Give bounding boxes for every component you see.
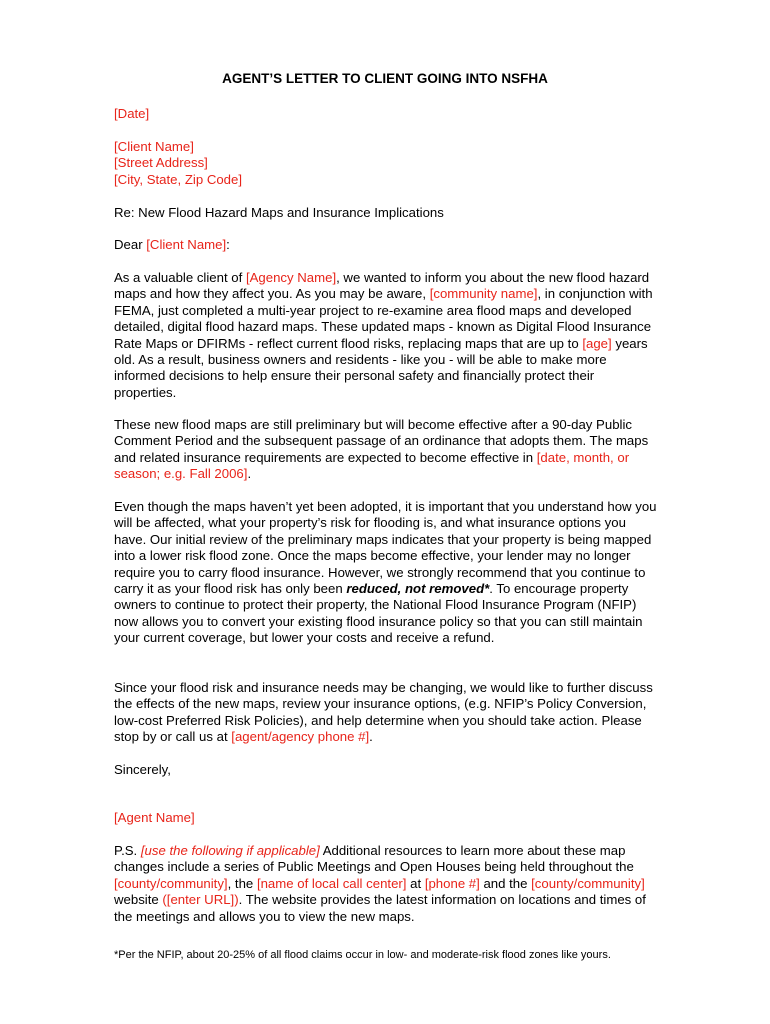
text: Even though the maps haven’t yet been adopted, it is important that you understand how you will be affected, what your property’s risk for flooding is, and what insurance options you have. Our initial review of the preliminary maps indicates that your property is being mapped into a lower risk flood zone. Once the maps become effective, your lender may no longer require you to carry flood insurance. However, we strongly recommend that you continue to carry it as your flood risk has only been bbox=[114, 499, 657, 597]
address-block bbox=[114, 139, 659, 188]
text: website bbox=[114, 892, 163, 908]
salutation-colon: : bbox=[226, 237, 230, 252]
effective-date-placeholder: [date, month, or season; e.g. Fall 2006] bbox=[114, 449, 630, 482]
text: and the bbox=[479, 875, 532, 891]
postscript bbox=[114, 843, 659, 925]
text: , we wanted to inform you about the new flood hazard maps and how they affect you. As you may be aware, bbox=[114, 270, 650, 302]
ps-conditional-note: [use the following if applicable] bbox=[140, 843, 320, 858]
salutation-dear: Dear bbox=[114, 237, 147, 252]
text: Additional resources to learn more about these map changes include a series of Public Meetings and Open Houses being held throughout the bbox=[114, 843, 634, 875]
text: at bbox=[406, 875, 425, 891]
salutation-client-name: [Client Name] bbox=[146, 237, 227, 252]
call-center-placeholder: [name of local call center] bbox=[256, 875, 407, 891]
paragraph-affected bbox=[114, 499, 659, 647]
letter-title: AGENT’S LETTER TO CLIENT GOING INTO NSFHA bbox=[222, 71, 548, 86]
text: years old. As a result, business owners and residents - like you - will be able to make more informed decisions to help ensure their personal safety and financially protect their properties. bbox=[114, 335, 648, 400]
county-community-placeholder: [county/community] bbox=[114, 875, 228, 891]
text: , the bbox=[227, 875, 257, 891]
text: Since your flood risk and insurance needs may be changing, we would like to further discuss the effects of the new maps, review your insurance options, (e.g. NFIP’s Policy Conversion, low-cost Preferred Risk Policies), and help determine when you should take action. Please stop by or call us at bbox=[114, 680, 653, 745]
county-community-placeholder-2: [county/community] bbox=[531, 875, 645, 891]
paragraph-changing bbox=[114, 680, 659, 746]
agency-name-placeholder: [Agency Name] bbox=[245, 270, 337, 285]
salutation bbox=[114, 237, 659, 253]
community-name-placeholder: [community name] bbox=[429, 286, 538, 302]
age-placeholder: [age] bbox=[582, 335, 612, 351]
text: . To encourage property owners to continue to protect their property, the National Flood Insurance Program (NFIP) now allows you to convert your existing flood insurance policy so that you can still maintain your current coverage, but lower your costs and receive a refund. bbox=[114, 581, 643, 646]
text: . bbox=[247, 466, 252, 482]
closing: Sincerely, bbox=[114, 762, 171, 777]
street-address-placeholder: [Street Address] bbox=[114, 155, 208, 171]
paragraph-intro bbox=[114, 270, 659, 401]
footnote: *Per the NFIP, about 20-25% of all flood claims occur in low- and moderate-risk flood zones like yours. bbox=[114, 949, 611, 961]
city-state-zip-placeholder: [City, State, Zip Code] bbox=[114, 171, 243, 187]
client-name-placeholder: [Client Name] bbox=[114, 139, 194, 154]
ps-label: P.S. bbox=[114, 843, 141, 858]
url-placeholder: ([enter URL]) bbox=[162, 892, 239, 908]
text: . The website provides the latest information on locations and times of the meetings and allows you to view the new maps. bbox=[114, 892, 646, 924]
agent-name-placeholder: [Agent Name] bbox=[114, 810, 195, 825]
agent-phone-placeholder: [agent/agency phone #] bbox=[231, 729, 370, 745]
text: As a valuable client of bbox=[114, 270, 246, 285]
paragraph-preliminary bbox=[114, 417, 659, 483]
phone-placeholder: [phone #] bbox=[424, 875, 480, 891]
emphasis-reduced-not-removed: reduced, not removed* bbox=[346, 581, 490, 597]
text: , in conjunction with FEMA, just completed a multi-year project to re-examine area flood maps and developed detailed, digital flood hazard maps. These updated maps - known as Digital Flood Insurance Rate Maps or DFIRMs - reflect current flood risks, replacing maps that are up to bbox=[114, 286, 653, 351]
text: These new flood maps are still preliminary but will become effective after a 90-day Public Comment Period and the subsequent passage of an ordinance that adopts them. The maps and related insurance requirements are expected to become effective in bbox=[114, 417, 649, 465]
text: . bbox=[369, 729, 373, 745]
date-placeholder: [Date] bbox=[114, 106, 150, 121]
re-line: Re: New Flood Hazard Maps and Insurance Implications bbox=[114, 205, 444, 220]
